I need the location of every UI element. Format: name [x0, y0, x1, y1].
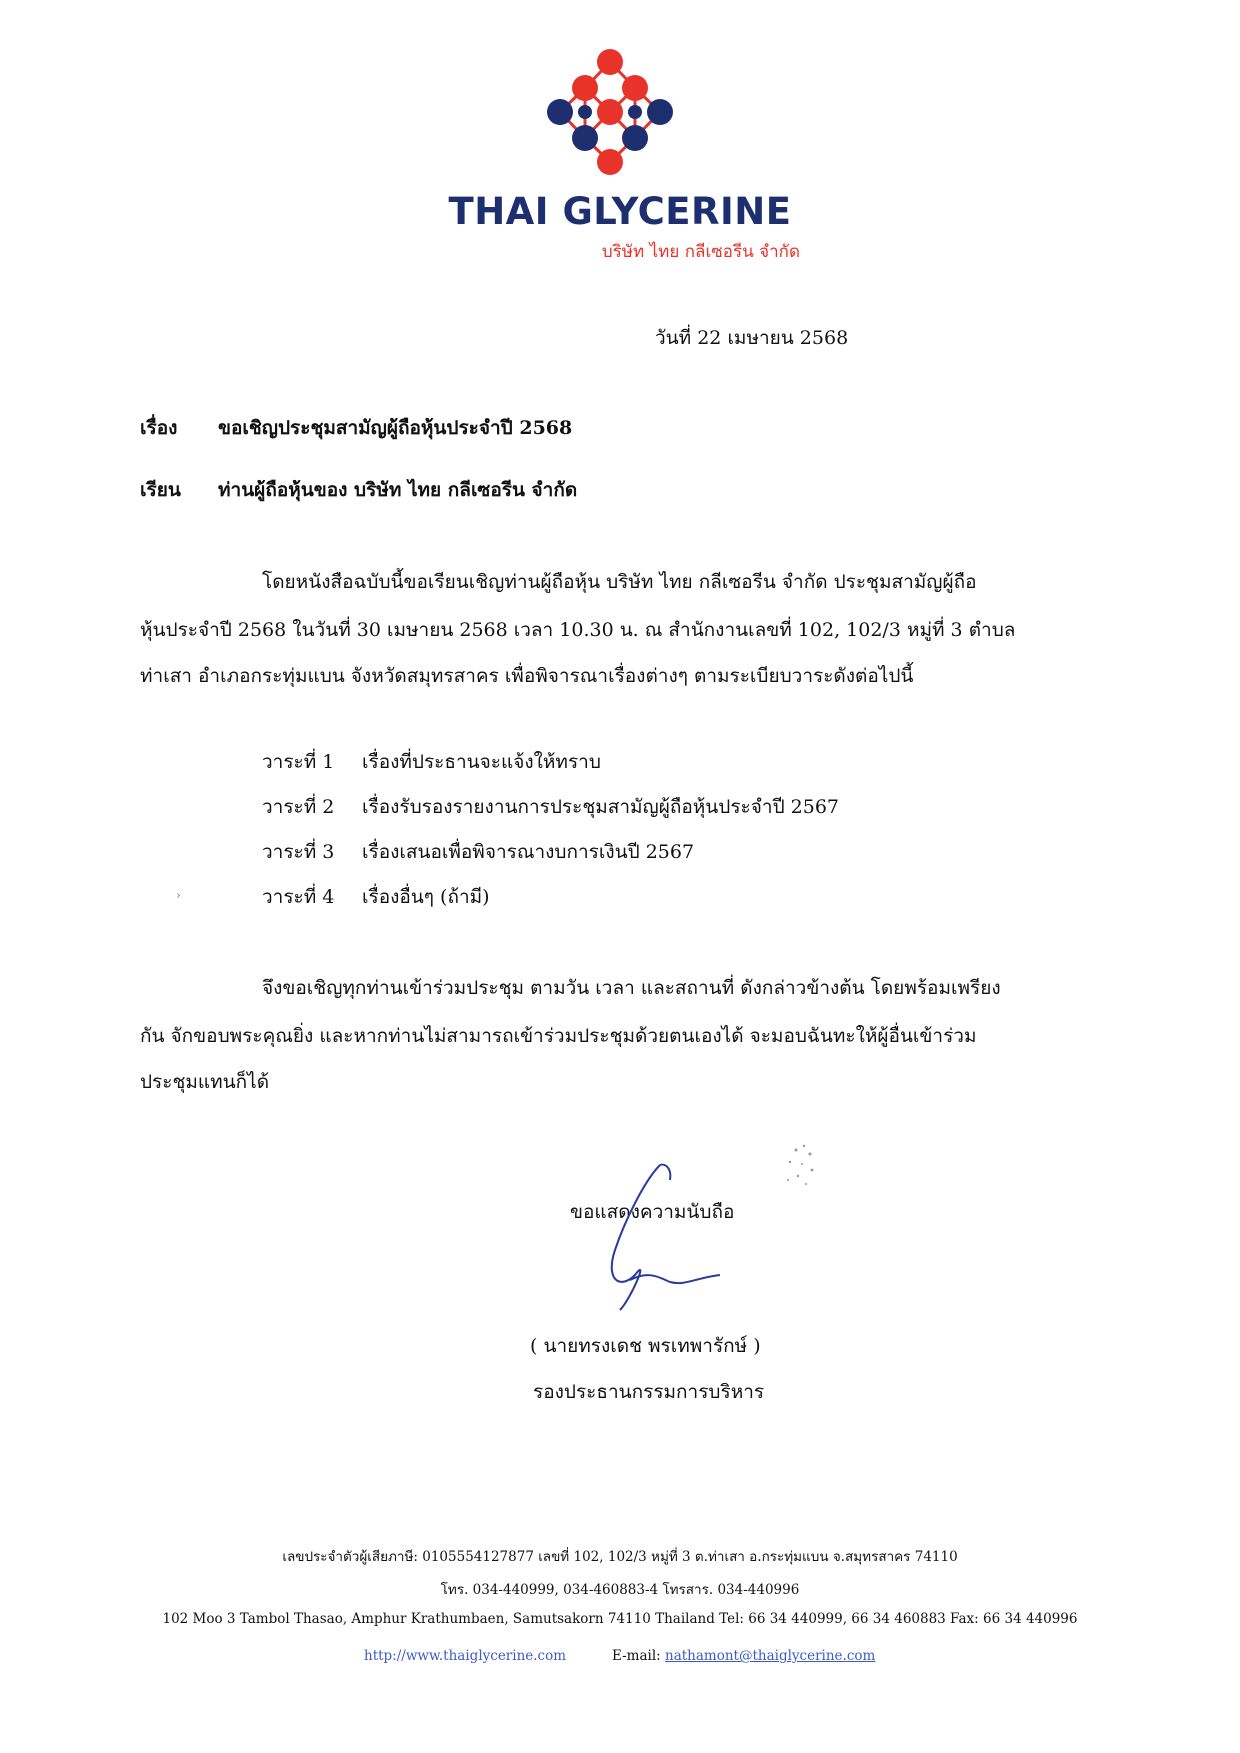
recipient-text: ท่านผู้ถือหุ้นของ บริษัท ไทย กลีเซอรีน จำกัด	[218, 479, 578, 501]
website-url[interactable]: http://www.thaiglycerine.com	[364, 1648, 567, 1664]
company-name-th: บริษัท ไทย กลีเซอรีน จำกัด	[601, 242, 800, 262]
signature-icon	[590, 1160, 740, 1320]
agenda-item-text: เรื่องรับรองรายงานการประชุมสามัญผู้ถือหุ้นประจำปี 2567	[362, 796, 840, 818]
footer-website-link[interactable]	[364, 1644, 566, 1669]
company-name-en: THAI GLYCERINE	[448, 190, 792, 233]
email-label: E-mail:	[612, 1648, 661, 1664]
letter-date: วันที่ 22 เมษายน 2568	[655, 327, 849, 349]
thai-glycerine-logo-icon	[540, 44, 700, 184]
footer-address-th: เลขประจำตัวผู้เสียภาษี: 0105554127877 เลขที่ 102, 102/3 หมู่ที่ 3 ต.ท่าเสา อ.กระทุ่มแบน จ.สมุทรสาคร 74110	[282, 1549, 958, 1565]
footer-email	[612, 1644, 875, 1669]
footer-address-en: 102 Moo 3 Tambol Thasao, Amphur Krathumbaen, Samutsakorn 74110 Thailand Tel: 66 34 440999, 66 34 460883 Fax: 66 34 440996	[162, 1611, 1078, 1627]
email-link[interactable]: nathamont@thaiglycerine.com	[665, 1648, 876, 1664]
agenda-number: วาระที่ 1	[262, 751, 335, 773]
closing-line-2: กัน จักขอบพระคุณยิ่ง และหากท่านไม่สามารถเข้าร่วมประชุมด้วยตนเองได้ จะมอบฉันทะให้ผู้อื่นเข้าร่วม	[140, 1025, 977, 1047]
signatory-name: ( นายทรงเดช พรเทพารักษ์ )	[530, 1335, 761, 1357]
closing-line-3: ประชุมแทนก็ได้	[140, 1071, 270, 1093]
agenda-item-text: เรื่องอื่นๆ (ถ้ามี)	[362, 886, 490, 908]
scan-mark: ›	[176, 888, 181, 902]
subject-text: ขอเชิญประชุมสามัญผู้ถือหุ้นประจำปี 2568	[218, 417, 573, 439]
recipient-label: เรียน	[140, 479, 181, 501]
agenda-item-text: เรื่องเสนอเพื่อพิจารณางบการเงินปี 2567	[362, 841, 695, 863]
footer-phone-th: โทร. 034-440999, 034-460883-4 โทรสาร. 034-440996	[440, 1582, 800, 1598]
agenda-number: วาระที่ 4	[262, 886, 335, 908]
regards-text: ขอแสดงความนับถือ	[570, 1201, 735, 1223]
intro-line-2: หุ้นประจำปี 2568 ในวันที่ 30 เมษายน 2568 เวลา 10.30 น. ณ สำนักงานเลขที่ 102, 102/3 หมู่ที่ 3 ตำบล	[140, 619, 1016, 641]
agenda-number: วาระที่ 2	[262, 796, 335, 818]
agenda-item-text: เรื่องที่ประธานจะแจ้งให้ทราบ	[362, 751, 601, 773]
subject-label: เรื่อง	[140, 417, 178, 439]
closing-line-1: จึงขอเชิญทุกท่านเข้าร่วมประชุม ตามวัน เวลา และสถานที่ ดังกล่าวข้างต้น โดยพร้อมเพรียง	[262, 977, 1001, 999]
intro-line-1: โดยหนังสือฉบับนี้ขอเรียนเชิญท่านผู้ถือหุ้น บริษัท ไทย กลีเซอรีน จำกัด ประชุมสามัญผู้ถือ	[262, 571, 977, 593]
intro-line-3: ท่าเสา อำเภอกระทุ่มแบน จังหวัดสมุทรสาคร เพื่อพิจารณาเรื่องต่างๆ ตามระเบียบวาระดังต่อไปนี้	[140, 665, 914, 687]
stamp-mark-icon	[776, 1140, 826, 1200]
agenda-number: วาระที่ 3	[262, 841, 335, 863]
signatory-position: รองประธานกรรมการบริหาร	[533, 1381, 765, 1403]
